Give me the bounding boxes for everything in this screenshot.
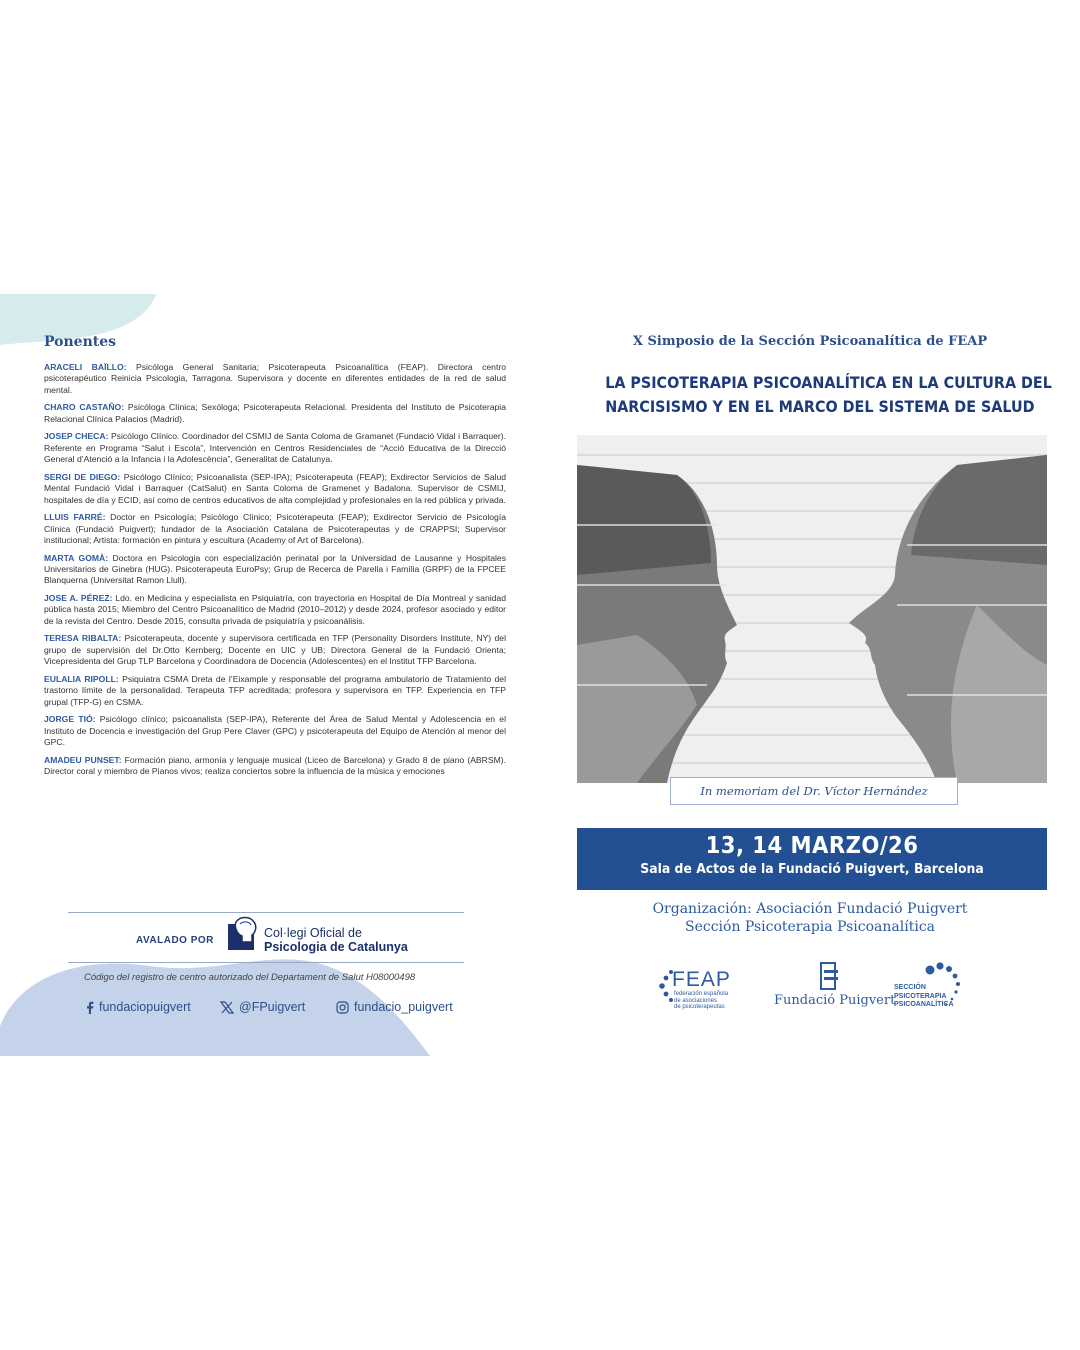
speaker-bio: Ldo. en Medicina y especialista en Psiquiatría, con trayectoria en Hospital de Día Montreal y sanidad pública hasta 2015; Miembro del Centro Psicoanalítico de Madrid (2010–2012) y desde 2024, profesor asociado y editor de la revista del Centro. Desde 2015, consulta privada de psiquiatría y psicoanálisis. xyxy=(44,593,506,626)
feap-sub-line2: de asociaciones xyxy=(674,997,718,1004)
logos-row xyxy=(540,962,1080,1022)
registro-text: Código del registro de centro autorizado del Departament de Salut H08000498 xyxy=(84,972,416,983)
speaker-bio: Psicoterapeuta, docente y supervisora certificada en TFP (Personality Disorders Institute, NY) del grupo de supervisión del Dr.Otto Kernberg; Docente en UIC y UB; Directora General de la Fundació Orienta; Vicepresidenta del Grup TLP Barcelona y Coordinadora de Docencia (Adolescentes) en el Institut TFP Barcelona. xyxy=(44,633,506,667)
organization-line1: Organización: Asociación Fundació Puigvert xyxy=(652,901,968,917)
speaker-entry xyxy=(44,714,506,748)
facebook-handle: fundaciopuigvert xyxy=(99,1000,191,1014)
speaker-name: EULALIA RIPOLL: xyxy=(44,673,119,684)
seccion-logo-text xyxy=(894,984,954,1010)
feap-logo-text: FEAP xyxy=(672,968,731,991)
speaker-entry xyxy=(44,472,506,506)
date-banner xyxy=(577,828,1047,890)
speaker-entry xyxy=(44,431,506,465)
speaker-name: TERESA RIBALTA: xyxy=(44,633,122,644)
x-link[interactable] xyxy=(220,1000,305,1014)
event-title-line1: LA PSICOTERAPIA PSICOANALÍTICA EN LA CULTURA DEL xyxy=(605,373,1052,392)
speaker-name: SERGI DE DIEGO: xyxy=(44,471,121,482)
two-faces-illustration xyxy=(577,435,1047,783)
speaker-entry xyxy=(44,512,506,546)
speaker-bio: Psicólogo Clínico. Coordinador del CSMIJ de Santa Coloma de Gramanet (Fundació Vidal i Barraquer). Referente en Programa “Salut i Escola”, Intervención en Centros Residenciales de “Acció Educativa de la Direcció General d’Atenció a la Infancia i la Adolescència”, Generalitat de Catalunya. xyxy=(44,431,506,465)
event-venue: Sala de Actos de la Fundació Puigvert, Barcelona xyxy=(640,861,984,877)
speaker-name: LLUIS FARRÉ: xyxy=(44,512,106,523)
instagram-link[interactable] xyxy=(336,1000,453,1014)
col-legi-line2: Psicologia de Catalunya xyxy=(264,940,408,954)
facebook-link[interactable] xyxy=(86,1000,191,1014)
speaker-bio: Psiquiatra CSMA Dreta de l’Eixample y responsable del programa ambulatorio de Tratamiento del trastorno límite de la personalidad. Terapeuta TFP acreditada; profesora y supervisora en TFP. Experiencia en TFP grupal (TFP-G) en CSMA. xyxy=(44,673,506,707)
feap-sub-line1: federación española xyxy=(674,991,729,997)
speaker-name: CHARO CASTAÑO: xyxy=(44,402,125,413)
event-date: 13, 14 MARZO/26 xyxy=(705,833,919,859)
speaker-bio: Formación piano, armonía y lenguaje musical (Liceo de Barcelona) y Grado 8 de piano (ABRSM). Director coral y miembro de Pianos vivos; realiza conciertos sobre la influencia de la música y emociones xyxy=(44,754,507,777)
col-legi-name xyxy=(264,926,408,954)
feap-sub-line3: de psicoterapeutas xyxy=(674,1004,725,1010)
memoriam-caption: In memoriam del Dr. Víctor Hernández xyxy=(670,777,958,805)
x-handle: @FPuigvert xyxy=(239,1000,306,1014)
speaker-entry xyxy=(44,553,506,587)
speakers-heading: Ponentes xyxy=(44,334,117,350)
speaker-entry xyxy=(44,633,506,667)
event-title-line2: NARCISISMO Y EN EL MARCO DEL SISTEMA DE SALUD xyxy=(605,397,1035,416)
speaker-entry xyxy=(44,674,506,708)
avalado-label: AVALADO POR xyxy=(136,935,214,946)
fundacio-puigvert-icon xyxy=(818,962,840,990)
organization-line2: Sección Psicoterapia Psicoanalítica xyxy=(684,919,936,935)
divider-bottom xyxy=(68,962,464,963)
symposium-heading: X Simposio de la Sección Psicoanalítica de FEAP xyxy=(632,334,988,349)
col-legi-line1: Col·legi Oficial de xyxy=(264,926,362,940)
seccion-line2: PSICOTERAPIA xyxy=(894,992,947,1000)
speaker-entry xyxy=(44,402,506,425)
speaker-bio: Psicólogo Clínico; Psicoanalista (SEP-IPA); Psicoterapeuta (FEAP); Exdirector Servicios de Salud Mental Fundació Vidal i Barraquer (CatSalut) en Santa Coloma de Gramenet y Badalona. Supervisor de CSMIJ, hospitales de día y ECID, así como de centros educativos de alta complejidad y profesionales en la red pública y privada. xyxy=(44,471,507,505)
fundacio-puigvert-logo-text: Fundació Puigvert xyxy=(774,993,896,1008)
seccion-line3: PSICOANALÍTICA xyxy=(894,1001,954,1008)
facebook-icon xyxy=(86,1001,94,1014)
speaker-name: AMADEU PUNSET: xyxy=(44,754,122,765)
divider-top xyxy=(68,912,464,913)
speaker-bio: Psicóloga Clínica; Sexóloga; Psicoterapeuta Relacional. Presidenta del Instituto de Psicoterapia Relacional Clínica Palacios (Madrid). xyxy=(44,402,506,424)
speaker-name: JOSE A. PÉREZ: xyxy=(44,593,113,604)
organization xyxy=(540,900,1080,936)
speakers-list xyxy=(44,362,506,784)
speaker-entry xyxy=(44,755,506,778)
speaker-name: JOSEP CHECA: xyxy=(44,431,109,442)
left-panel xyxy=(0,294,540,1056)
instagram-icon xyxy=(336,1001,349,1014)
seccion-line1: SECCIÓN xyxy=(894,984,926,991)
speaker-bio: Doctor en Psicología; Psicólogo Clínico; Psicoterapeuta (FEAP); Exdirector Servicio de Psicología Clínica (Fundació Puigvert); fundador de la Asociación Catalana de Psicoterapeutas y de CRAPPSI; Supervisor institucional; Artista: formación en pintura y escultura (Academy of Art of Barcelona). xyxy=(44,512,506,546)
event-title xyxy=(605,371,1052,419)
brochure-sheet xyxy=(0,294,1080,1056)
speaker-entry xyxy=(44,362,506,396)
speaker-bio: Psicóloga General Sanitaria; Psicoterapeuta Psicoanalítica (FEAP). Directora centro psicoterapéutico Reinicia Psicologia, Tarragona. Supervisora y docente en diferentes entidades de la red de salud mental. xyxy=(44,362,506,395)
feap-subtitle xyxy=(674,991,728,1011)
speaker-name: JORGE TIÓ: xyxy=(44,714,96,725)
speaker-entry xyxy=(44,593,506,627)
speaker-bio: Psicólogo clínico; psicoanalista (SEP-IPA), Referente del Área de Salud Mental y Adolescencia en el Instituto de Docencia e investigación del Grup Pere Claver (GPC) y psicoterapeuta del Equipo de Atención al menor del GPC. xyxy=(44,714,506,748)
speaker-name: ARACELI BAÏLLO: xyxy=(44,362,127,372)
x-icon xyxy=(220,1001,234,1014)
instagram-handle: fundacio_puigvert xyxy=(354,1000,453,1014)
col-legi-logo-icon xyxy=(226,916,262,952)
speaker-name: MARTA GOMÀ: xyxy=(44,552,109,563)
speaker-bio: Doctora en Psicologia con especialización perinatal por la Universidad de Lausanne y Hospitales Universitarios de Ginebra (HUG). Psicoterapeuta EuroPsy; Grup de Recerca de Parella i Família (GRPF) de la FPCEE Blanquerna (Universitat Ramon Llull). xyxy=(44,552,506,586)
right-panel xyxy=(540,294,1080,1056)
